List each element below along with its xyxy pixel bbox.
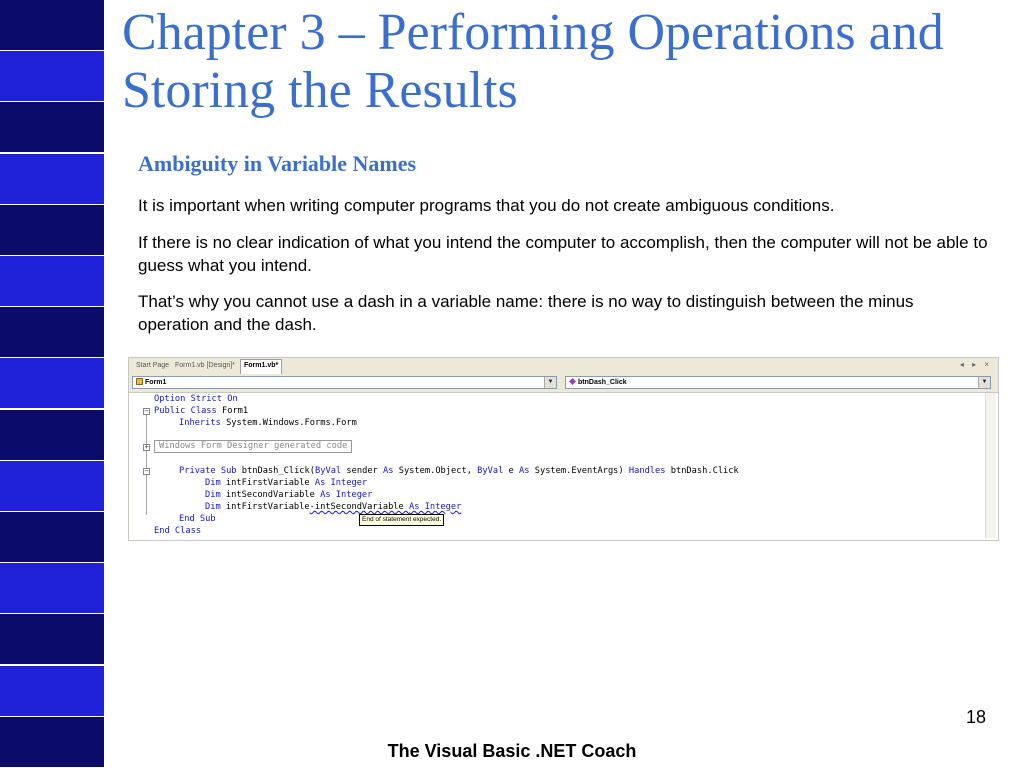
collapse-icon[interactable]: − <box>144 407 149 415</box>
outline-line <box>146 415 147 515</box>
band-cell <box>0 102 104 153</box>
method-icon <box>569 378 576 385</box>
band-cell <box>0 410 104 461</box>
band-cell <box>0 563 104 614</box>
band-cell <box>0 358 104 409</box>
slide-title: Chapter 3 – Performing Operations and Storing the Results <box>122 4 944 119</box>
code-navigation-bar <box>129 374 998 393</box>
band-cell <box>0 0 104 51</box>
chevron-down-icon[interactable]: ▼ <box>544 377 556 388</box>
collapsed-region[interactable]: Windows Form Designer generated code <box>154 440 352 453</box>
code-line-10: End Class <box>154 526 202 536</box>
method-name-combo[interactable] <box>565 376 991 389</box>
code-editor[interactable] <box>129 393 998 540</box>
code-line-1: Option Strict On <box>154 394 238 404</box>
class-name-combo[interactable] <box>132 376 557 389</box>
error-tooltip: End of statement expected. <box>359 514 444 526</box>
method-combo-value: btnDash_Click <box>578 379 627 386</box>
decorative-side-band <box>0 0 104 768</box>
code-line-5: Private Sub btnDash_Click(ByVal sender As System.Object, ByVal e As System.EventArgs) Handles btnDash.Click <box>179 466 739 476</box>
chevron-down-icon[interactable]: ▼ <box>978 377 990 388</box>
band-cell <box>0 205 104 256</box>
code-line-8: Dim intFirstVariable-intSecondVariable As Integer <box>205 502 462 512</box>
editor-tab-strip <box>129 358 998 375</box>
band-cell <box>0 307 104 358</box>
tab-start-page[interactable]: Start Page <box>136 362 170 369</box>
band-cell <box>0 666 104 717</box>
slide-subtitle: Ambiguity in Variable Names <box>138 151 417 176</box>
paragraph-1: It is important when writing computer programs that you do not create ambiguous conditions. <box>138 196 835 215</box>
code-line-3: Inherits System.Windows.Forms.Form <box>179 418 357 428</box>
code-line-6: Dim intFirstVariable As Integer <box>205 478 368 488</box>
band-cell <box>0 614 104 665</box>
tab-navigation-controls[interactable]: ◂ ▸ × <box>959 360 992 369</box>
collapse-icon[interactable]: − <box>144 467 149 475</box>
error-squiggle: -intSecondVariable <box>309 502 410 512</box>
band-cell <box>0 512 104 563</box>
tab-form1-code[interactable]: Form1.vb* <box>240 359 282 374</box>
class-combo-value: Form1 <box>145 379 167 386</box>
code-line-2: Public Class Form1 <box>154 406 249 416</box>
band-cell <box>0 51 104 102</box>
band-cell <box>0 154 104 205</box>
vertical-scrollbar[interactable] <box>985 393 996 538</box>
expand-icon[interactable]: + <box>144 443 149 451</box>
band-cell <box>0 461 104 512</box>
paragraph-3: That’s why you cannot use a dash in a variable name: there is no way to distinguish between the minus operation and the dash. <box>138 292 914 334</box>
code-line-9: End Sub <box>179 514 216 524</box>
paragraph-2: If there is no clear indication of what you intend the computer to accomplish, then the computer will not be able to guess what you intend. <box>138 233 988 275</box>
class-icon <box>136 378 143 385</box>
footer-text: The Visual Basic .NET Coach <box>387 741 637 761</box>
page-number: 18 <box>966 707 987 727</box>
code-line-7: Dim intSecondVariable As Integer <box>205 490 373 500</box>
ide-screenshot <box>128 357 999 541</box>
tab-form1-design[interactable]: Form1.vb [Design]* <box>175 362 235 369</box>
band-cell <box>0 256 104 307</box>
